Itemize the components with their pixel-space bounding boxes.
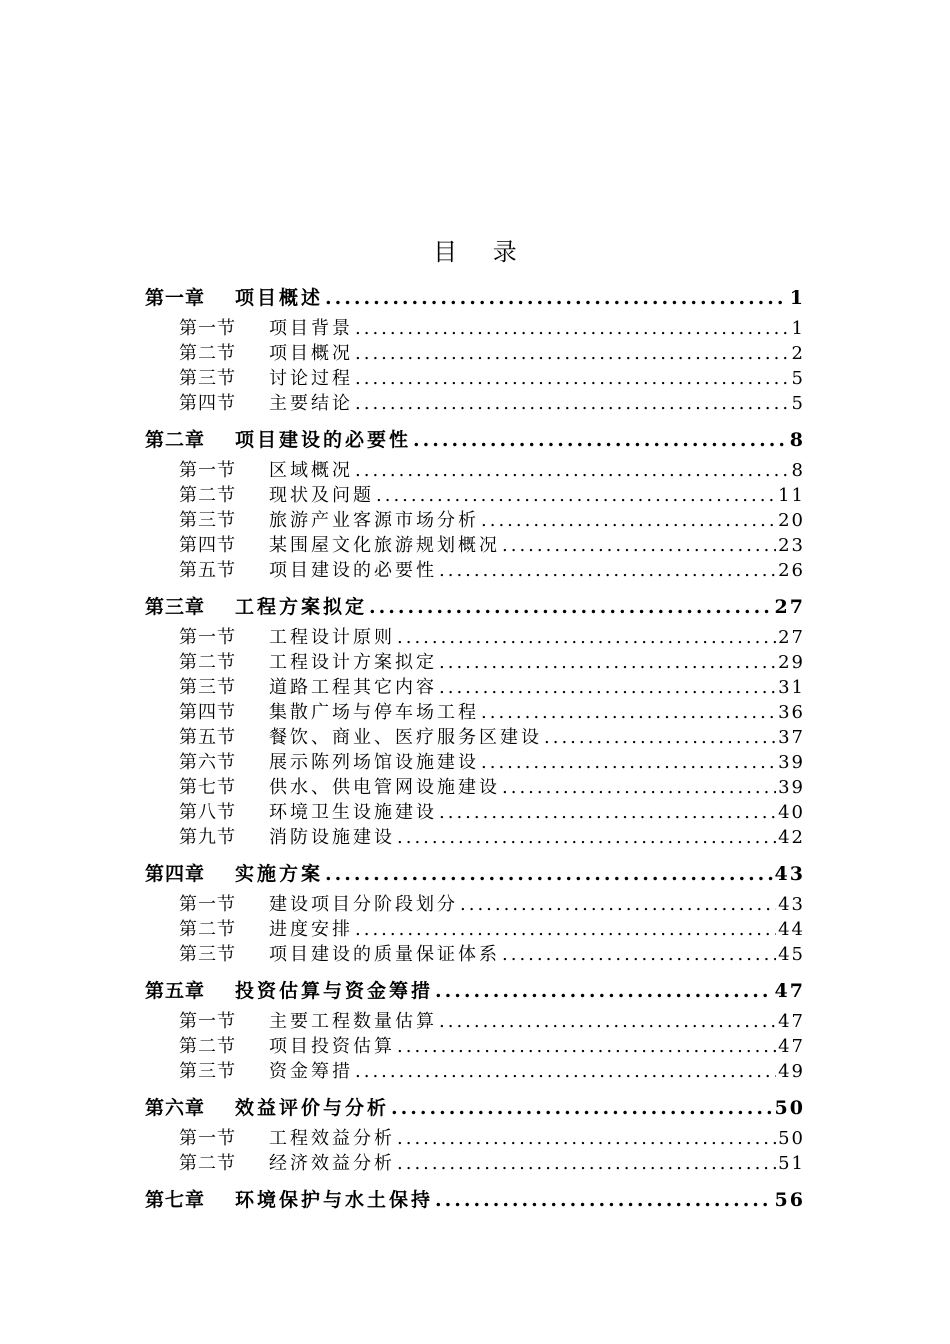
section-page-number: 27 <box>778 627 805 648</box>
dot-leader <box>369 591 773 623</box>
chapter-number: 第三章 <box>145 596 206 618</box>
section-label <box>179 650 437 675</box>
section-label <box>179 750 479 775</box>
dot-leader <box>397 1034 776 1059</box>
toc-section-entry[interactable] <box>145 1126 805 1151</box>
section-number: 第四节 <box>179 702 236 723</box>
chapter-title: 投资估算与资金筹措 <box>235 980 434 1002</box>
section-number: 第一节 <box>179 1128 236 1149</box>
dot-leader <box>435 975 773 1007</box>
section-page-number: 1 <box>791 318 805 339</box>
chapter-label <box>145 424 411 456</box>
section-label <box>179 341 353 366</box>
section-page-number: 51 <box>778 1153 805 1174</box>
dot-leader <box>544 725 776 750</box>
toc-section-entry[interactable] <box>145 750 805 775</box>
section-number: 第三节 <box>179 1061 236 1082</box>
dot-leader <box>502 533 776 558</box>
chapter-page-number: 43 <box>774 863 805 885</box>
dot-leader <box>325 858 773 890</box>
chapter-number: 第四章 <box>145 863 206 885</box>
section-title: 道路工程其它内容 <box>269 677 437 698</box>
chapter-label <box>145 975 433 1007</box>
section-page-number: 23 <box>778 535 805 556</box>
dot-leader <box>355 316 790 341</box>
section-number: 第二节 <box>179 652 236 673</box>
dot-leader <box>460 892 776 917</box>
toc-section-entry[interactable] <box>145 775 805 800</box>
chapter-title: 效益评价与分析 <box>235 1097 390 1119</box>
section-number: 第三节 <box>179 368 236 389</box>
chapter-number: 第七章 <box>145 1189 206 1211</box>
section-page-number: 31 <box>778 677 805 698</box>
dot-leader <box>355 1059 776 1084</box>
section-label <box>179 508 479 533</box>
chapter-page-number: 1 <box>789 287 805 309</box>
dot-leader <box>481 750 776 775</box>
section-label <box>179 725 542 750</box>
dot-leader <box>355 917 776 942</box>
section-label <box>179 458 353 483</box>
section-page-number: 26 <box>778 560 805 581</box>
section-label <box>179 1034 395 1059</box>
section-page-number: 50 <box>778 1128 805 1149</box>
toc-section-entry[interactable] <box>145 892 805 917</box>
toc-chapter-entry[interactable] <box>145 1184 805 1216</box>
section-label <box>179 700 479 725</box>
section-title: 主要工程数量估算 <box>269 1011 437 1032</box>
dot-leader <box>376 483 776 508</box>
chapter-title: 环境保护与水土保持 <box>235 1189 434 1211</box>
chapter-number: 第五章 <box>145 980 206 1002</box>
toc-section-entry[interactable] <box>145 558 805 583</box>
chapter-label <box>145 1092 389 1124</box>
chapter-page-number: 56 <box>774 1189 805 1211</box>
section-label <box>179 675 437 700</box>
dot-leader <box>397 1151 776 1176</box>
section-label <box>179 825 395 850</box>
section-page-number: 47 <box>778 1011 805 1032</box>
dot-leader <box>391 1092 773 1124</box>
chapter-number: 第二章 <box>145 429 206 451</box>
toc-section-entry[interactable] <box>145 700 805 725</box>
dot-leader <box>355 366 790 391</box>
toc-chapter-entry[interactable] <box>145 591 805 623</box>
toc-section-entry[interactable] <box>145 942 805 967</box>
section-page-number: 20 <box>778 510 805 531</box>
section-title: 环境卫生设施建设 <box>269 802 437 823</box>
toc-section-entry[interactable] <box>145 917 805 942</box>
chapter-label <box>145 858 323 890</box>
section-page-number: 49 <box>778 1061 805 1082</box>
dot-leader <box>439 558 776 583</box>
dot-leader <box>435 1184 773 1216</box>
section-label <box>179 942 500 967</box>
section-title: 主要结论 <box>269 393 353 414</box>
dot-leader <box>397 825 776 850</box>
section-label <box>179 1126 395 1151</box>
section-number: 第七节 <box>179 777 236 798</box>
section-number: 第三节 <box>179 944 236 965</box>
chapter-number: 第六章 <box>145 1097 206 1119</box>
section-page-number: 40 <box>778 802 805 823</box>
toc-section-entry[interactable] <box>145 825 805 850</box>
section-page-number: 42 <box>778 827 805 848</box>
toc-section-entry[interactable] <box>145 650 805 675</box>
toc-section-entry[interactable] <box>145 725 805 750</box>
dot-leader <box>397 625 776 650</box>
section-page-number: 2 <box>791 343 805 364</box>
section-title: 项目背景 <box>269 318 353 339</box>
section-page-number: 8 <box>791 460 805 481</box>
chapter-page-number: 27 <box>774 596 805 618</box>
section-label <box>179 533 500 558</box>
section-title: 消防设施建设 <box>269 827 395 848</box>
section-number: 第九节 <box>179 827 236 848</box>
toc-section-entry[interactable] <box>145 1009 805 1034</box>
section-title: 资金筹措 <box>269 1061 353 1082</box>
section-number: 第五节 <box>179 560 236 581</box>
section-title: 某围屋文化旅游规划概况 <box>269 535 500 556</box>
section-title: 建设项目分阶段划分 <box>269 894 458 915</box>
dot-leader <box>355 458 790 483</box>
section-label <box>179 1059 353 1084</box>
toc-section-entry[interactable] <box>145 391 805 416</box>
section-title: 现状及问题 <box>269 485 374 506</box>
toc-section-entry[interactable] <box>145 675 805 700</box>
dot-leader <box>355 391 790 416</box>
chapter-title: 项目概述 <box>235 287 324 309</box>
section-title: 供水、供电管网设施建设 <box>269 777 500 798</box>
chapter-label <box>145 1184 433 1216</box>
section-number: 第八节 <box>179 802 236 823</box>
toc-chapter-entry[interactable] <box>145 424 805 456</box>
dot-leader <box>439 1009 776 1034</box>
section-number: 第二节 <box>179 343 236 364</box>
section-number: 第一节 <box>179 318 236 339</box>
dot-leader <box>325 282 788 314</box>
section-label <box>179 775 500 800</box>
toc-section-entry[interactable] <box>145 458 805 483</box>
toc-list <box>145 282 805 1216</box>
section-label <box>179 316 353 341</box>
section-title: 讨论过程 <box>269 368 353 389</box>
chapter-page-number: 47 <box>774 980 805 1002</box>
section-label <box>179 625 395 650</box>
section-number: 第一节 <box>179 460 236 481</box>
section-title: 经济效益分析 <box>269 1153 395 1174</box>
section-label <box>179 483 374 508</box>
section-number: 第一节 <box>179 1011 236 1032</box>
toc-chapter-entry[interactable] <box>145 282 805 314</box>
section-label <box>179 366 353 391</box>
toc-section-entry[interactable] <box>145 316 805 341</box>
section-title: 项目概况 <box>269 343 353 364</box>
section-page-number: 5 <box>791 393 805 414</box>
section-label <box>179 1151 395 1176</box>
toc-section-entry[interactable] <box>145 366 805 391</box>
chapter-label <box>145 591 367 623</box>
section-page-number: 37 <box>778 727 805 748</box>
dot-leader <box>355 341 790 366</box>
chapter-label <box>145 282 323 314</box>
dot-leader <box>397 1126 776 1151</box>
section-title: 餐饮、商业、医疗服务区建设 <box>269 727 542 748</box>
dot-leader <box>502 942 776 967</box>
section-label <box>179 800 437 825</box>
section-number: 第二节 <box>179 1153 236 1174</box>
section-page-number: 45 <box>778 944 805 965</box>
chapter-title: 项目建设的必要性 <box>235 429 412 451</box>
section-label <box>179 917 353 942</box>
section-title: 工程设计方案拟定 <box>269 652 437 673</box>
section-page-number: 36 <box>778 702 805 723</box>
section-page-number: 11 <box>778 485 805 506</box>
section-label <box>179 1009 437 1034</box>
toc-section-entry[interactable] <box>145 1034 805 1059</box>
dot-leader <box>413 424 788 456</box>
chapter-number: 第一章 <box>145 287 206 309</box>
section-page-number: 44 <box>778 919 805 940</box>
dot-leader <box>481 508 776 533</box>
section-title: 进度安排 <box>269 919 353 940</box>
section-title: 项目投资估算 <box>269 1036 395 1057</box>
section-title: 区域概况 <box>269 460 353 481</box>
section-number: 第四节 <box>179 393 236 414</box>
chapter-page-number: 8 <box>789 429 805 451</box>
section-label <box>179 558 437 583</box>
chapter-title: 实施方案 <box>235 863 324 885</box>
section-title: 集散广场与停车场工程 <box>269 702 479 723</box>
section-title: 项目建设的必要性 <box>269 560 437 581</box>
section-number: 第一节 <box>179 894 236 915</box>
section-label <box>179 391 353 416</box>
chapter-page-number: 50 <box>774 1097 805 1119</box>
section-number: 第三节 <box>179 510 236 531</box>
dot-leader <box>502 775 776 800</box>
section-title: 展示陈列场馆设施建设 <box>269 752 479 773</box>
section-number: 第五节 <box>179 727 236 748</box>
toc-chapter-entry[interactable] <box>145 1092 805 1124</box>
section-number: 第六节 <box>179 752 236 773</box>
section-title: 项目建设的质量保证体系 <box>269 944 500 965</box>
toc-section-entry[interactable] <box>145 508 805 533</box>
section-number: 第二节 <box>179 919 236 940</box>
toc-section-entry[interactable] <box>145 800 805 825</box>
dot-leader <box>439 800 776 825</box>
section-title: 工程效益分析 <box>269 1128 395 1149</box>
section-number: 第二节 <box>179 1036 236 1057</box>
section-page-number: 29 <box>778 652 805 673</box>
dot-leader <box>439 650 776 675</box>
section-label <box>179 892 458 917</box>
toc-section-entry[interactable] <box>145 625 805 650</box>
dot-leader <box>439 675 776 700</box>
toc-section-entry[interactable] <box>145 1059 805 1084</box>
section-page-number: 39 <box>778 752 805 773</box>
chapter-title: 工程方案拟定 <box>235 596 368 618</box>
toc-title: 目 录 <box>433 238 531 266</box>
toc-section-entry[interactable] <box>145 341 805 366</box>
toc-chapter-entry[interactable] <box>145 975 805 1007</box>
toc-section-entry[interactable] <box>145 483 805 508</box>
section-page-number: 43 <box>778 894 805 915</box>
dot-leader <box>481 700 776 725</box>
section-number: 第三节 <box>179 677 236 698</box>
toc-section-entry[interactable] <box>145 533 805 558</box>
section-title: 旅游产业客源市场分析 <box>269 510 479 531</box>
toc-chapter-entry[interactable] <box>145 858 805 890</box>
section-page-number: 5 <box>791 368 805 389</box>
section-page-number: 39 <box>778 777 805 798</box>
section-number: 第四节 <box>179 535 236 556</box>
section-page-number: 47 <box>778 1036 805 1057</box>
toc-section-entry[interactable] <box>145 1151 805 1176</box>
section-number: 第一节 <box>179 627 236 648</box>
section-number: 第二节 <box>179 485 236 506</box>
section-title: 工程设计原则 <box>269 627 395 648</box>
